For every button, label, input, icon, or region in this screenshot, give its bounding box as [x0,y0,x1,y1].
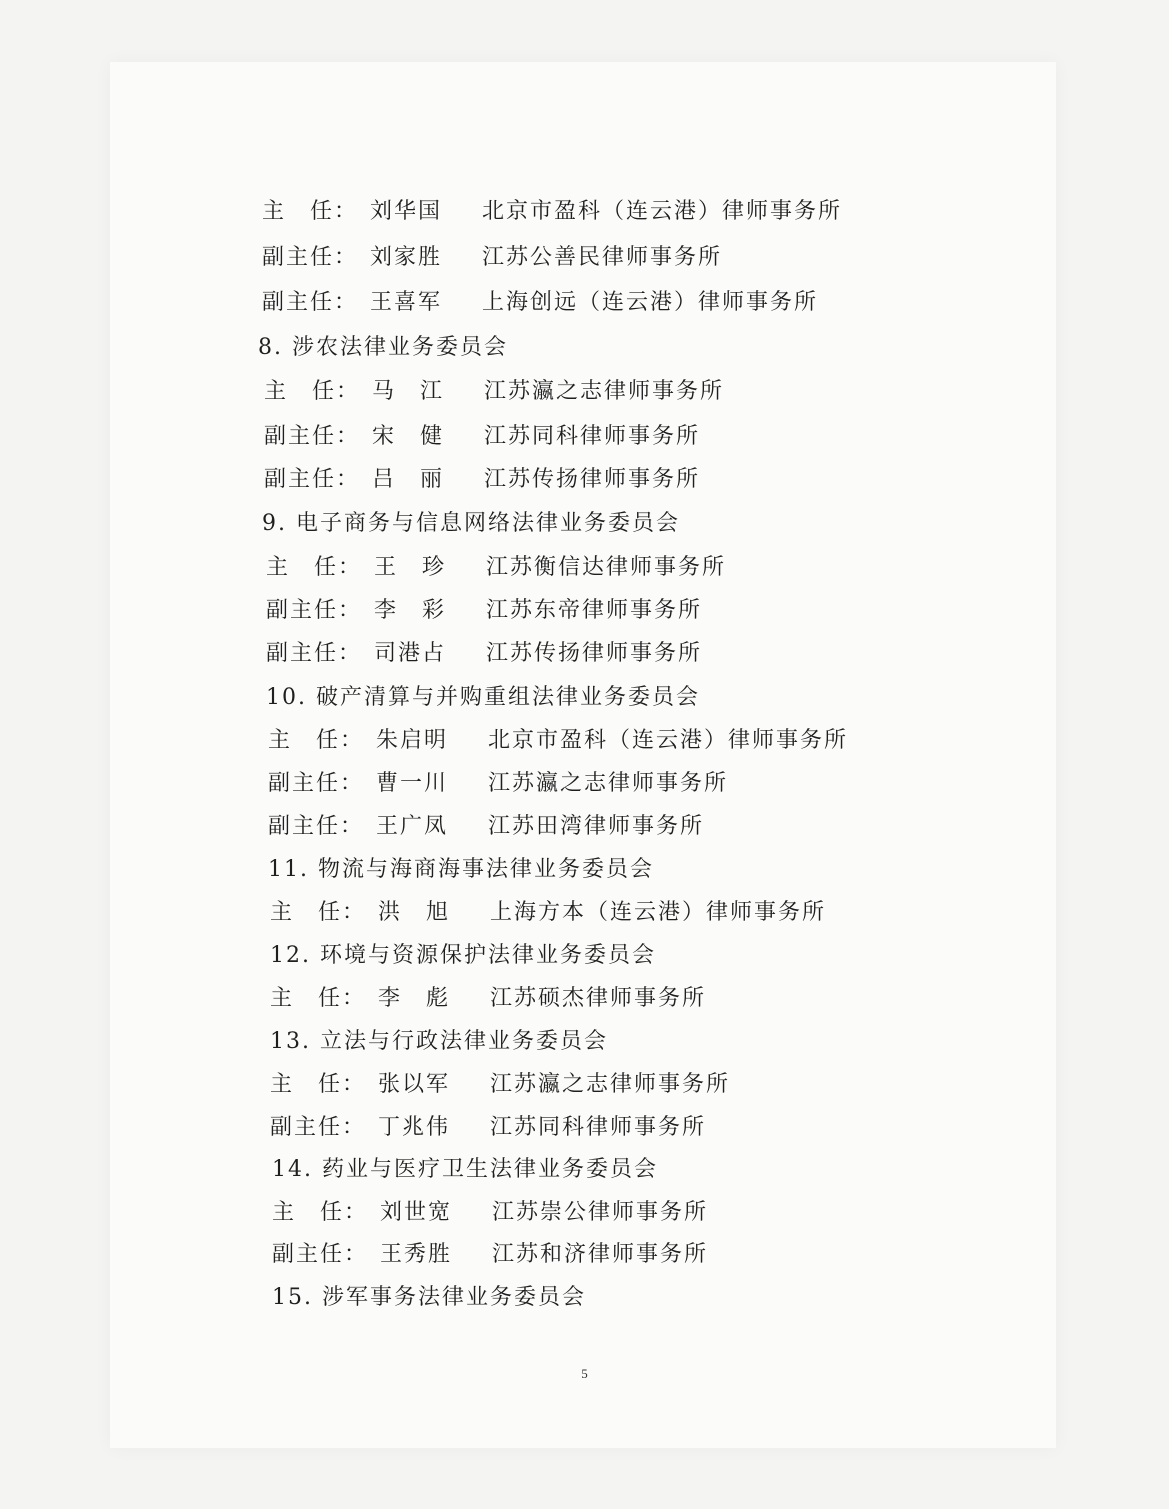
member-row [270,982,706,1016]
committee-title: 14. 药业与医疗卫生法律业务委员会 [272,1157,658,1182]
law-firm-name: 北京市盈科（连云港）律师事务所 [482,199,843,224]
committee-heading [258,331,508,365]
law-firm-name: 上海方本（连云港）律师事务所 [490,900,827,925]
committee-title: 12. 环境与资源保护法律业务委员会 [270,943,656,968]
member-name: 王 珍 [374,555,447,580]
law-firm-name: 江苏瀛之志律师事务所 [484,379,725,404]
committee-heading [266,681,700,715]
member-row [268,767,728,801]
law-firm-name: 江苏和济律师事务所 [492,1242,709,1267]
role-label: 主 任： [262,199,359,224]
law-firm-name: 江苏同科律师事务所 [490,1115,707,1140]
committee-title: 8. 涉农法律业务委员会 [258,335,508,360]
member-row [262,241,722,275]
member-name: 王喜军 [370,290,443,315]
committee-heading [262,507,680,541]
role-label: 副主任： [264,467,361,492]
member-row [262,195,842,229]
law-firm-name: 江苏传扬律师事务所 [484,467,701,492]
member-row [266,594,702,628]
member-name: 宋 健 [372,424,445,449]
member-name: 丁兆伟 [378,1115,451,1140]
role-label: 副主任： [272,1242,369,1267]
member-name: 刘华国 [370,199,443,224]
role-label: 主 任： [268,728,365,753]
member-name: 吕 丽 [372,467,445,492]
committee-heading [268,853,654,887]
role-label: 副主任： [262,245,359,270]
committee-title: 13. 立法与行政法律业务委员会 [270,1029,608,1054]
committee-title: 10. 破产清算与并购重组法律业务委员会 [266,685,700,710]
member-name: 李 彪 [378,986,451,1011]
member-name: 张以军 [378,1072,451,1097]
member-row [270,1111,706,1145]
committee-title: 15. 涉军事务法律业务委员会 [272,1285,586,1310]
role-label: 主 任： [266,555,363,580]
law-firm-name: 江苏瀛之志律师事务所 [488,771,729,796]
member-row [262,286,818,320]
role-label: 副主任： [270,1115,367,1140]
member-name: 李 彩 [374,598,447,623]
member-name: 刘家胜 [370,245,443,270]
role-label: 副主任： [266,641,363,666]
law-firm-name: 上海创远（连云港）律师事务所 [482,290,819,315]
law-firm-name: 江苏瀛之志律师事务所 [490,1072,731,1097]
committee-heading [272,1153,658,1187]
committee-heading [272,1281,586,1315]
role-label: 主 任： [270,986,367,1011]
member-row [266,637,702,671]
role-label: 主 任： [264,379,361,404]
law-firm-name: 江苏硕杰律师事务所 [490,986,707,1011]
law-firm-name: 江苏传扬律师事务所 [486,641,703,666]
law-firm-name: 江苏衡信达律师事务所 [486,555,727,580]
member-row [270,1068,730,1102]
member-name: 司港占 [374,641,447,666]
member-name: 王秀胜 [380,1242,453,1267]
member-name: 马 江 [372,379,445,404]
member-name: 曹一川 [376,771,449,796]
role-label: 副主任： [268,771,365,796]
role-label: 副主任： [264,424,361,449]
law-firm-name: 江苏公善民律师事务所 [482,245,723,270]
law-firm-name: 江苏同科律师事务所 [484,424,701,449]
law-firm-name: 江苏田湾律师事务所 [488,814,705,839]
role-label: 副主任： [268,814,365,839]
member-row [268,810,704,844]
member-row [272,1238,708,1272]
page-number: 5 [581,1366,588,1381]
member-row [266,551,726,585]
member-row [272,1196,708,1230]
law-firm-name: 江苏崇公律师事务所 [492,1200,709,1225]
member-name: 刘世宽 [380,1200,453,1225]
member-name: 朱启明 [376,728,449,753]
committee-heading [270,1025,608,1059]
committee-title: 11. 物流与海商海事法律业务委员会 [268,857,654,882]
role-label: 主 任： [270,1072,367,1097]
member-name: 王广凤 [376,814,449,839]
role-label: 主 任： [272,1200,369,1225]
member-row [264,420,700,454]
role-label: 主 任： [270,900,367,925]
member-row [264,463,700,497]
member-row [270,896,826,930]
member-row [268,724,848,758]
role-label: 副主任： [262,290,359,315]
law-firm-name: 北京市盈科（连云港）律师事务所 [488,728,849,753]
member-name: 洪 旭 [378,900,451,925]
role-label: 副主任： [266,598,363,623]
law-firm-name: 江苏东帝律师事务所 [486,598,703,623]
member-row [264,375,724,409]
committee-title: 9. 电子商务与信息网络法律业务委员会 [262,511,680,536]
committee-heading [270,939,656,973]
